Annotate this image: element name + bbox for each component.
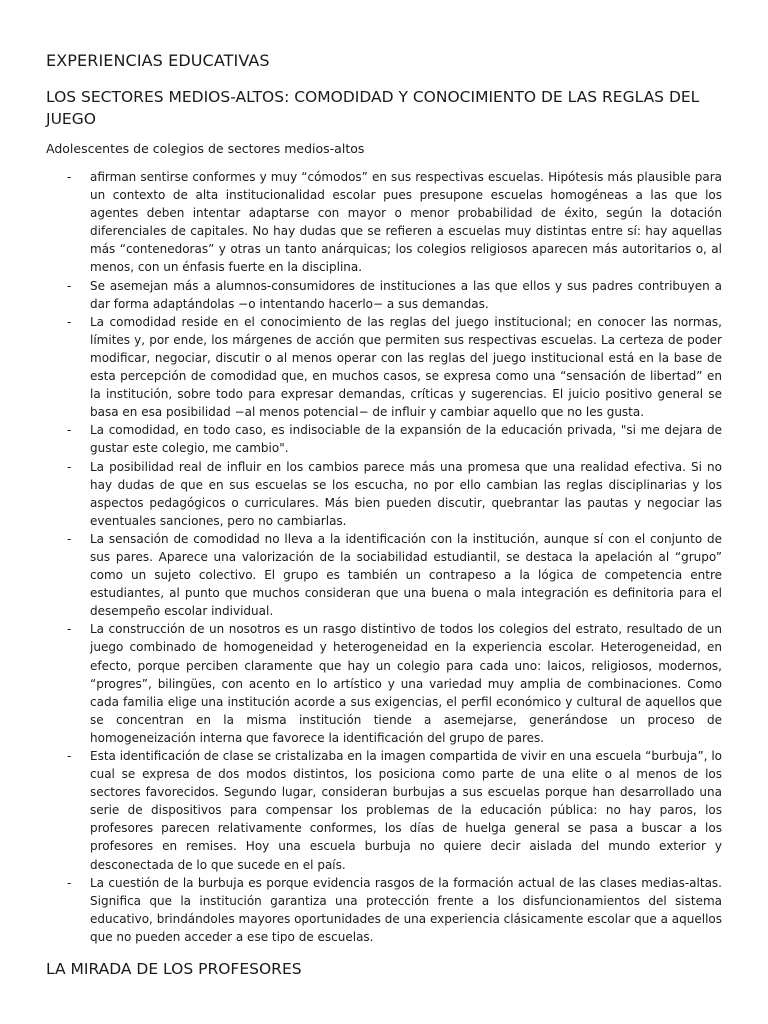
document-title: EXPERIENCIAS EDUCATIVAS <box>46 51 270 70</box>
list-item-text: La sensación de comodidad no lleva a la identificación con la institución, aunque sí con el conjunto de sus pares. Aparece una valorización de la sociabilidad estudiantil, se destaca la apelación al “grupo” como un sujeto colectivo. El grupo es también un contrapeso a la lógica de competencia entre estudiantes, al punto que muchos consideran que una buena o mala integración es definitoria para el desempeño escolar individual. <box>90 531 722 619</box>
list-item <box>46 874 722 946</box>
list-item <box>46 620 722 747</box>
list-item-text: La posibilidad real de influir en los cambios parece más una promesa que una realidad efectiva. Si no hay dudas de que en sus escuelas se los escucha, no por ello cambian las reglas disciplinarias y los aspectos pedagógicos o curriculares. Más bien pueden discutir, quebrantar las pautas y negociar las eventuales sanciones, pero no cambiarlas. <box>90 459 722 528</box>
list-item <box>46 168 722 277</box>
list-item <box>46 277 722 313</box>
bullet-dash: - <box>67 622 72 637</box>
list-item-text: Se asemejan más a alumnos-consumidores de instituciones a las que ellos y sus padres contribuyen a dar forma adaptándolas −o intentando hacerlo− a sus demandas. <box>90 278 722 311</box>
list-item-text: Esta identificación de clase se cristalizaba en la imagen compartida de vivir en una escuela “burbuja”, lo cual se expresa de dos modos distintos, los posiciona como parte de una elite o al menos de los sectores favorecidos. Segundo lugar, consideran burbujas a sus escuelas porque han desarrollado una serie de dispositivos para compensar los problemas de la educación pública: no hay paros, los profesores parecen relativamente conformes, los días de huelga general se pasa a buscar a los profesores en remises. Hoy una escuela burbuja no quiere decir aislada del mundo exterior y desconectada de lo que sucede en el país. <box>90 749 722 872</box>
list-item-text: La construcción de un nosotros es un rasgo distintivo de todos los colegios del estrato, resultado de un juego combinado de homogeneidad y heterogeneidad en la experiencia escolar. Heterogeneidad, en efecto, porque perciben claramente que hay un colegio para cada uno: laicos, religiosos, modernos, “progres”, bilingües, con acento en lo artístico y una variedad muy amplia de combinaciones. Como cada familia elige una institución acorde a sus exigencias, el perfil económico y cultural de aquellos que se concentran en la misma institución tiende a asemejarse, generándose un proceso de homogeneización interna que favorece la identificación del grupo de pares. <box>90 622 722 745</box>
list-item-text: La cuestión de la burbuja es porque evidencia rasgos de la formación actual de las clases medias-altas. Significa que la institución garantiza una protección frente a los disfuncionamientos del sistema educativo, brindándoles mayores oportunidades de una experiencia clásicamente escolar que a aquellos que no pueden acceder a ese tipo de escuelas. <box>90 875 722 944</box>
list-item <box>46 747 722 874</box>
section-title: LOS SECTORES MEDIOS-ALTOS: COMODIDAD Y CONOCIMIENTO DE LAS REGLAS DEL JUEGO <box>46 88 700 128</box>
bullet-dash: - <box>67 170 72 184</box>
bullet-list <box>46 168 722 946</box>
bullet-dash: - <box>67 423 72 438</box>
next-section-title: LA MIRADA DE LOS PROFESORES <box>46 960 302 979</box>
document-page <box>46 50 722 980</box>
bullet-dash: - <box>67 531 72 546</box>
list-item <box>46 530 722 620</box>
list-item <box>46 458 722 530</box>
bullet-dash: - <box>67 278 72 293</box>
list-item-text: La comodidad, en todo caso, es indisociable de la expansión de la educación privada, "si me dejara de gustar este colegio, me cambio". <box>90 423 722 456</box>
list-item-text: afirman sentirse conformes y muy “cómodos” en sus respectivas escuelas. Hipótesis más plausible para un contexto de alta institucionalidad escolar pues presupone escuelas homogéneas a las que los agentes deben intentar adaptarse con mayor o menor probabilidad de éxito, según la dotación diferenciales de capitales. No hay dudas que se refieren a escuelas muy distintas entre sí: hay aquellas más “contenedoras” y otras un tanto anárquicas; los colegios religiosos aparecen más autoritarios o, al menos, con un énfasis fuerte en la disciplina. <box>90 170 722 275</box>
bullet-dash: - <box>67 875 72 890</box>
section-subtitle: Adolescentes de colegios de sectores medios-altos <box>46 141 365 156</box>
bullet-dash: - <box>67 314 72 329</box>
list-item-text: La comodidad reside en el conocimiento de las reglas del juego institucional; en conocer las normas, límites y, por ende, los márgenes de acción que permiten sus respectivas escuelas. La certeza de poder modificar, negociar, discutir o al menos operar con las reglas del juego institucional está en la base de esta percepción de comodidad que, en muchos casos, se expresa como una “sensación de libertad” en la institución, sobre todo para expresar demandas, críticas y sugerencias. El juicio positivo general se basa en esa posibilidad −al menos potencial− de influir y cambiar aquello que no les gusta. <box>90 314 722 420</box>
list-item <box>46 421 722 457</box>
bullet-dash: - <box>67 749 72 763</box>
bullet-dash: - <box>67 459 72 474</box>
list-item <box>46 313 722 422</box>
